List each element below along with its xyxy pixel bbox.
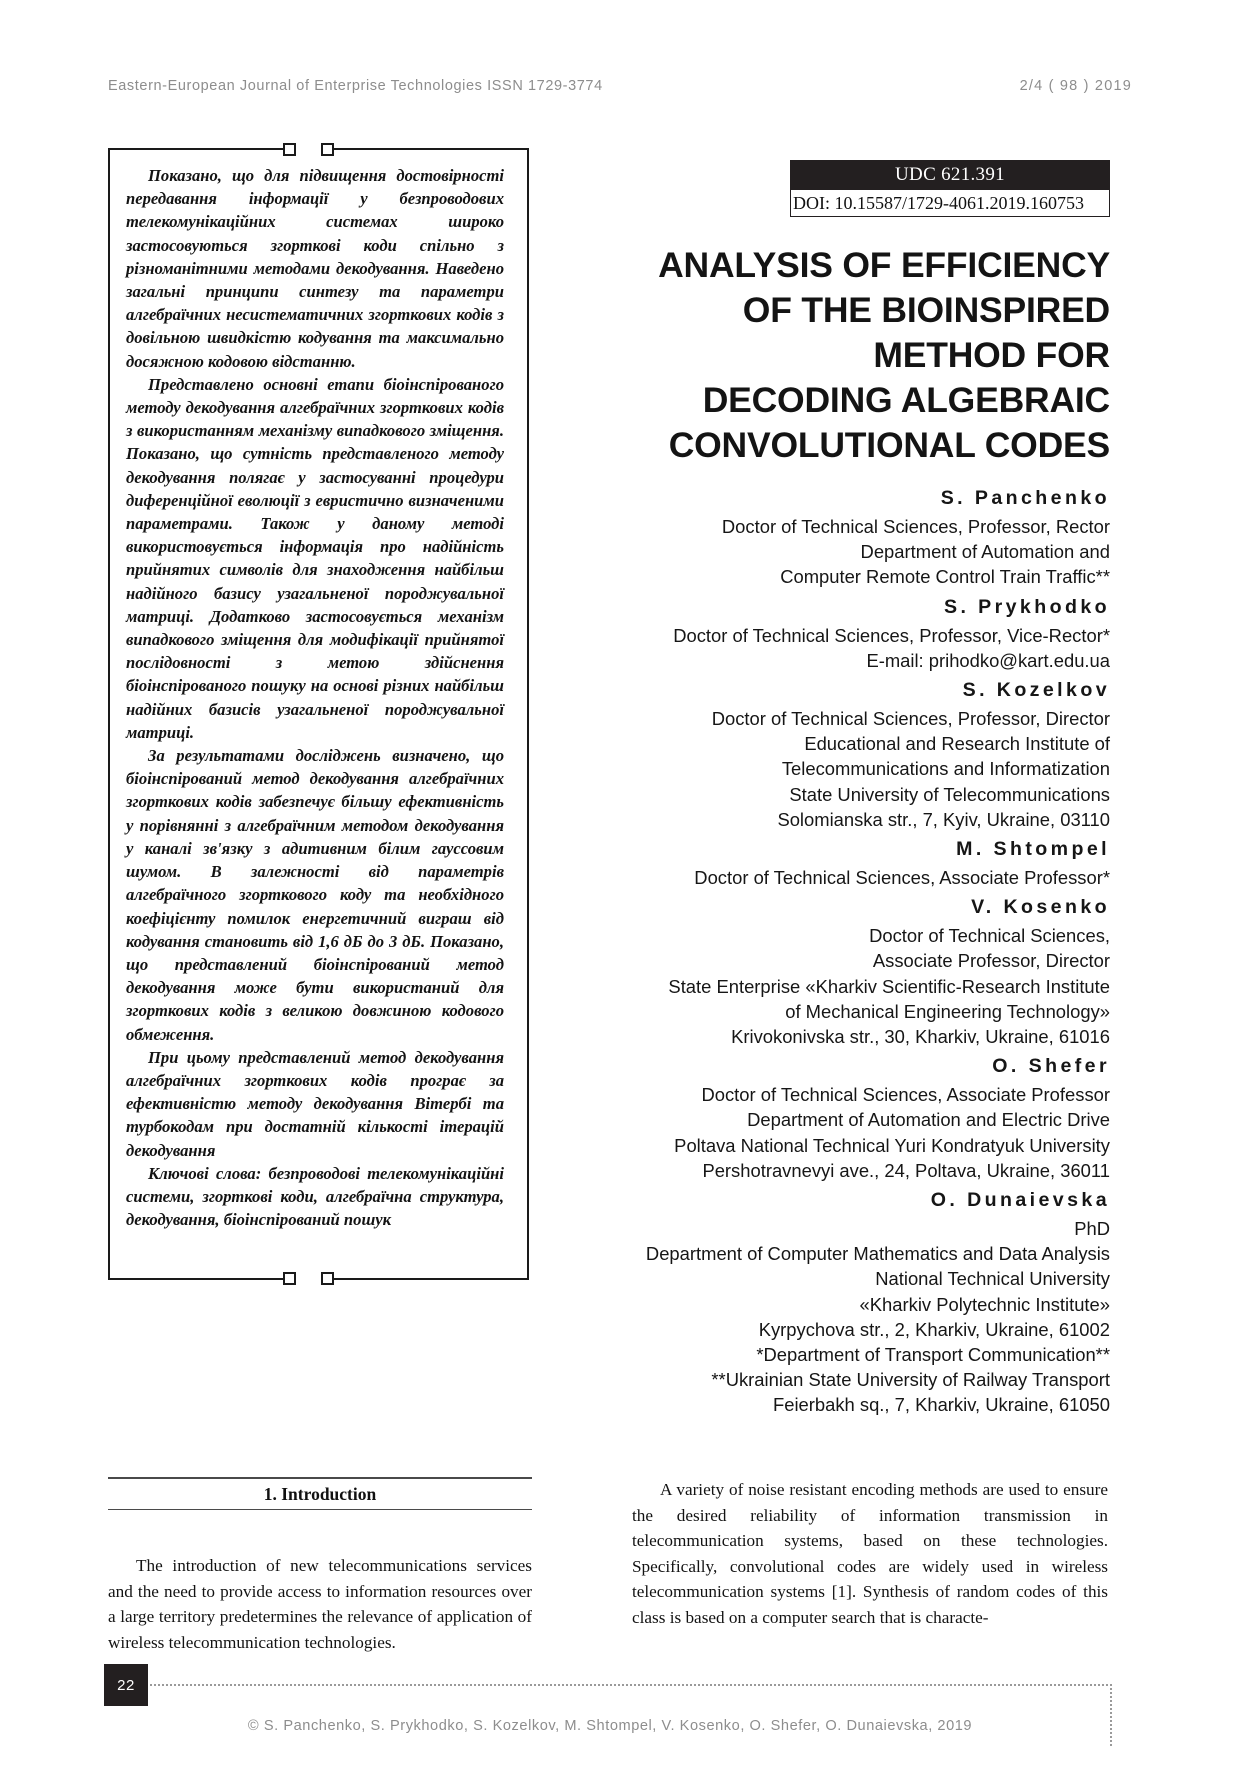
abstract-paragraph: Представлено основні етапи біоінспірованого методу декодування алгебраїчних згорткових кодів з використанням механізму випадкового зміщення. Показано, що сутність представленого методу декодування полягає у застосуванні процедури диференційної еволюції з евристично визначеними параметрами. Також у даному методі використовується інформація про надійність прийнятих символів для знаходження найбільш надійного базису узагальненої породжувальної матриці. Додатково застосовується механізм випадкового зміщення для модифікації прийнятої послідовності з метою здійснення біоінспірованого пошуку на основі різних найбільш надійних базисів узагальненої породжувальної матриці. [126,374,504,742]
author-affiliation-line: Kyrpychova str., 2, Kharkiv, Ukraine, 61002 [758,1318,1110,1340]
column-left [108,1553,532,1655]
frame-edge-bottom-right [329,1278,529,1280]
udc-code: UDC 621.391 [790,160,1110,190]
title-line: OF THE BIOINSPIRED [742,290,1110,330]
udc-doi-block [790,160,1110,217]
author-affiliation-line: Department of Computer Mathematics and Data Analysis [645,1243,1110,1265]
author-name: O. Shefer [992,1055,1110,1078]
author-affiliation-line: State Enterprise «Kharkiv Scientific-Research Institute [668,975,1110,997]
author-name: O. Dunaievska [930,1189,1110,1212]
footer-rule [150,1684,1112,1686]
author-affiliation-line: State University of Telecommunications [789,783,1110,805]
section-heading-block [108,1477,532,1510]
author-affiliation-line: **Ukrainian State University of Railway Transport [711,1369,1110,1391]
running-head-issue: 2/4 ( 98 ) 2019 [1019,78,1132,94]
author-affiliation-line: Doctor of Technical Sciences, [869,925,1110,947]
abstract-paragraph: Показано, що для підвищення достовірності передавання інформації у безпроводових телекомунікаційних системах широко застосовуються згорткові коди спільно з різноманітними методами декодування. Наведено загальні принципи синтезу та параметри алгебраїчних несистематичних згорткових кодів з довільною швидкістю кодування та максимально досяжною кодовою відстанню. [126,166,504,371]
author-affiliation-line: Department of Automation and Electric Drive [747,1109,1110,1131]
frame-marker-bottom-left [283,1272,296,1285]
author-affiliation-line: E-mail: prihodko@kart.edu.ua [866,649,1110,671]
author-affiliation-line: PhD [1074,1218,1110,1240]
doi-identifier[interactable]: DOI: 10.15587/1729-4061.2019.160753 [790,190,1110,217]
page-title [590,243,1110,468]
author-affiliation-line: «Kharkiv Polytechnic Institute» [859,1293,1110,1315]
frame-edge-top-left [108,148,288,150]
abstract-paragraph: За результатами досліджень визначено, що біоінспірований метод декодування алгебраїчних згорткових кодів забезпечує більшу ефективність у порівнянні з алгебраїчним методом декодування у каналі зв'язку з адитивним білим гауссовим шумом. В залежності від параметрів алгебраїчного згорткового коду та необхідного коефіцієнту помилок енергетичний виграш від кодування становить від 1,6 дБ до 3 дБ. Показано, що представлений біоінспірований метод декодування може бути використаний для згорткових кодів з великою довжиною кодового обмеження. [126,746,504,1044]
body-paragraph: A variety of noise resistant encoding methods are used to ensure the desired reliability of information transmission in telecommunication systems, based on these technologies. Specifically, convolutional codes are widely used in wireless telecommunication systems [1]. Synthesis of random codes of this class is based on a computer search that is characte- [632,1480,1108,1627]
author-name: S. Panchenko [940,487,1110,509]
author-block [540,481,1110,1418]
author-affiliation-line: Doctor of Technical Sciences, Associate Professor [701,1084,1110,1106]
footer-rule-vertical [1110,1684,1114,1746]
section-rule-bottom [108,1509,532,1511]
author-name: M. Shtompel [956,838,1110,861]
author-affiliation-line: Solomianska str., 7, Kyiv, Ukraine, 03110 [777,808,1110,830]
author-affiliation-line: Poltava National Technical Yuri Kondratyuk University [674,1134,1110,1156]
author-affiliation-line: Associate Professor, Director [872,950,1110,972]
author-affiliation-line: *Department of Transport Communication** [756,1344,1110,1366]
author-affiliation-line: Telecommunications and Informatization [781,758,1110,780]
column-right [632,1477,1108,1631]
title-line: DECODING ALGEBRAIC [702,380,1110,420]
frame-marker-top-left [283,143,296,156]
abstract-paragraph: При цьому представлений метод декодування алгебраїчних згорткових кодів програє за ефективністю методу декодування Вітербі та турбокодам при достатній кількості ітерацій декодування [126,1047,504,1160]
author-affiliation-line: Doctor of Technical Sciences, Professor, Vice-Rector* [673,624,1110,646]
author-affiliation-line: Krivokonivska str., 30, Kharkiv, Ukraine, 61016 [731,1026,1110,1048]
abstract-frame [108,148,529,1280]
abstract-ukrainian [126,164,504,1231]
frame-edge-bottom-left [108,1278,288,1280]
author-affiliation-line: Feierbakh sq., 7, Kharkiv, Ukraine, 61050 [773,1394,1110,1416]
author-affiliation-line: of Mechanical Engineering Technology» [785,1000,1110,1022]
author-affiliation-line: Educational and Research Institute of [804,733,1110,755]
author-affiliation-line: Department of Automation and [860,541,1110,563]
author-affiliation-line: Computer Remote Control Train Traffic** [780,566,1110,588]
copyright-notice: © S. Panchenko, S. Prykhodko, S. Kozelkov, M. Shtompel, V. Kosenko, O. Shefer, O. Dunaievska, 2019 [247,1718,973,1734]
running-head-journal: Eastern-European Journal of Enterprise Technologies ISSN 1729-3774 [108,78,603,94]
frame-edge-left [108,148,110,1280]
page-number: 22 [104,1664,148,1706]
author-affiliation-line: Doctor of Technical Sciences, Professor, Rector [721,516,1110,537]
title-line: ANALYSIS OF EFFICIENCY [658,245,1110,285]
author-affiliation-line: Doctor of Technical Sciences, Associate Professor* [694,867,1110,889]
author-name: V. Kosenko [971,896,1110,919]
frame-marker-top-right [321,143,334,156]
running-head [108,78,1132,94]
author-affiliation-line: Doctor of Technical Sciences, Professor, Director [711,708,1110,730]
frame-edge-right [527,148,529,1280]
abstract-keywords: Ключові слова: безпроводові телекомунікаційні системи, згорткові коди, алгебраїчна структура, декодування, біоінспірований пошук [126,1163,504,1230]
frame-edge-top-right [329,148,529,150]
title-line: METHOD FOR [873,335,1110,375]
author-affiliation-line: National Technical University [875,1268,1110,1290]
body-paragraph: The introduction of new telecommunications services and the need to provide access to information resources over a large territory predetermines the relevance of application of wireless telecommunication technologies. [108,1556,532,1652]
section-heading: 1. Introduction [263,1483,377,1504]
author-name: S. Kozelkov [962,679,1110,702]
frame-marker-bottom-right [321,1272,334,1285]
author-name: S. Prykhodko [943,595,1110,618]
title-line: CONVOLUTIONAL CODES [668,425,1110,465]
author-affiliation-line: Pershotravnevyi ave., 24, Poltava, Ukraine, 36011 [702,1159,1110,1181]
